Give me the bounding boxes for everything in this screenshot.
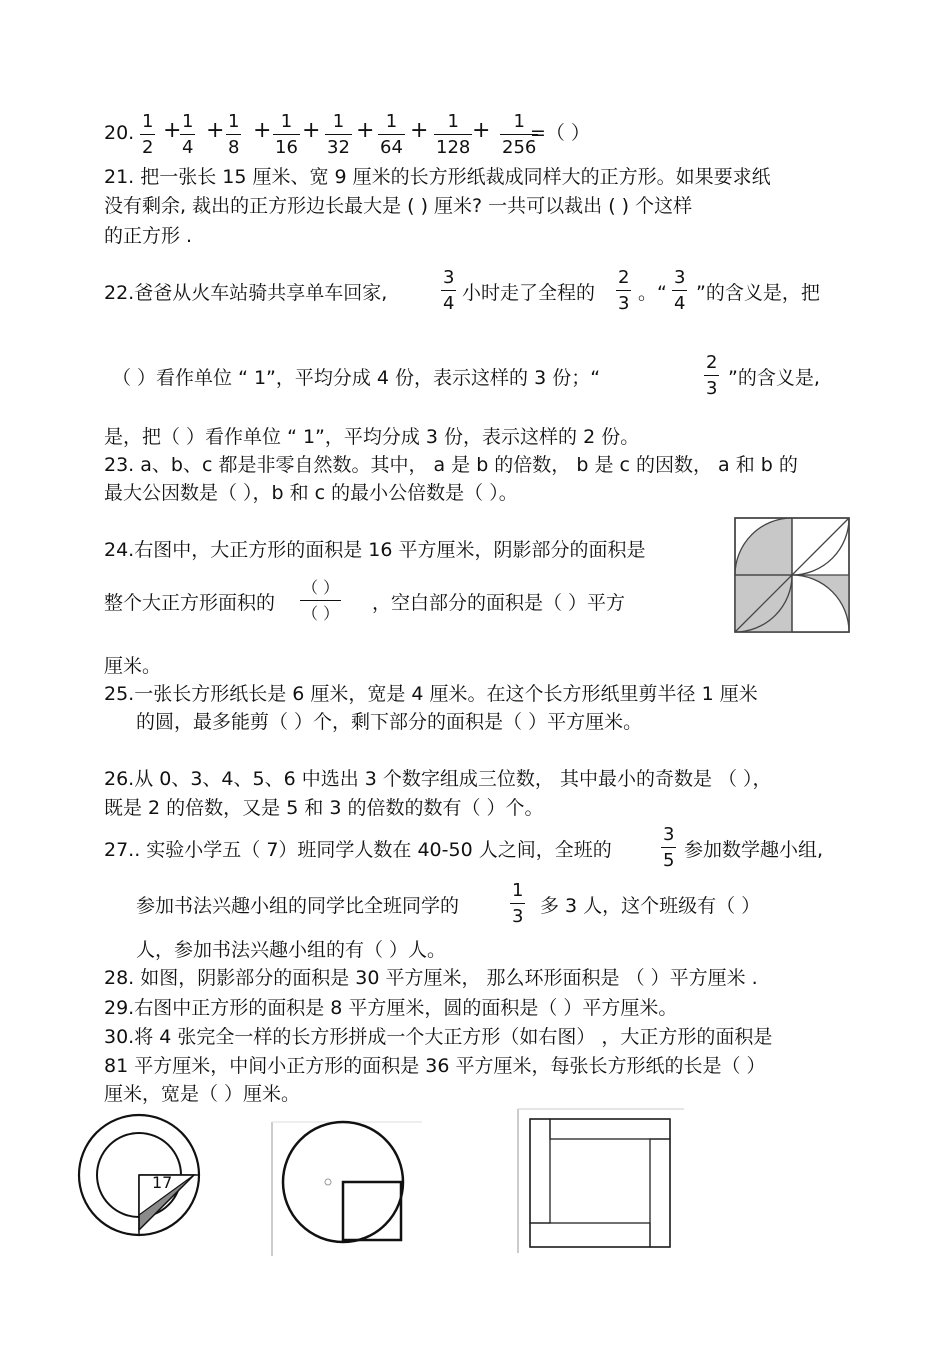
q26-line2: 既是 2 的倍数，又是 5 和 3 的倍数的数有（ ）个。	[104, 797, 544, 819]
q24-line1: 24.右图中，大正方形的面积是 16 平方厘米，阴影部分的面积是	[104, 539, 646, 561]
q30-line2: 81 平方厘米，中间小正方形的面积是 36 平方厘米，每张长方形纸的长是（ ）	[104, 1055, 766, 1077]
q24-line3: 厘米。	[104, 655, 162, 677]
q20-label: 20.	[104, 122, 135, 144]
q25-line1: 25.一张长方形纸长是 6 厘米，宽是 4 厘米。在这个长方形纸里剪半径 1 厘米	[104, 683, 758, 705]
q30-four-rectangles-figure	[516, 1107, 686, 1255]
q22-fraction-2-3: 2 3	[618, 267, 630, 314]
q24-text-b: ，空白部分的面积是（ ）平方	[372, 592, 626, 614]
figure-number-label: 17	[152, 1173, 173, 1192]
q20-fraction-1-2: 1 2	[142, 111, 154, 158]
q22-text-e: （ ）看作单位 “ 1”，平均分成 4 份，表示这样的 3 份；“	[112, 367, 601, 389]
q27-text-b: 参加数学趣小组,	[684, 839, 824, 861]
q24-square-figure	[733, 516, 851, 634]
q22-fraction-3-4-quoted: 3 4	[674, 267, 686, 314]
q20-answer-blank: =（ ）	[530, 122, 590, 144]
q30-line3: 厘米，宽是（ ）厘米。	[104, 1083, 301, 1105]
q21-line2: 没有剩余, 裁出的正方形边长最大是 ( ) 厘米? 一共可以裁出 ( ) 个这样	[104, 195, 693, 217]
q20-fraction-1-8: 1 8	[228, 111, 240, 158]
plus-sign: +	[472, 118, 491, 143]
plus-sign: +	[206, 118, 225, 143]
q22-text-b: 小时走了全程的	[462, 282, 596, 304]
q22-text-d: ”的含义是，把	[696, 282, 820, 304]
q20-fraction-1-128: 1 128	[436, 111, 471, 158]
q27-fraction-1-3: 1 3	[512, 880, 524, 927]
q27-text-e: 人，参加书法兴趣小组的有（ ）人。	[136, 939, 447, 961]
q20-fraction-1-16: 1 16	[275, 111, 298, 158]
q23-line2: 最大公因数是（ ），b 和 c 的最小公倍数是（ ）。	[104, 482, 518, 504]
q24-fraction-blank: （ ） （ ）	[302, 578, 340, 623]
q30-line1: 30.将 4 张完全一样的长方形拼成一个大正方形（如右图） ，大正方形的面积是	[104, 1026, 773, 1048]
q26-line1: 26.从 0、3、4、5、6 中选出 3 个数字组成三位数， 其中最小的奇数是 （ ），	[104, 768, 772, 790]
q22-fraction-3-4: 3 4	[443, 267, 455, 314]
q21-line3: 的正方形 .	[104, 225, 193, 247]
q22-text-a: 22.爸爸从火车站骑共享单车回家,	[104, 282, 388, 304]
q24-text-a: 整个大正方形面积的	[104, 592, 276, 614]
q20-fraction-1-256: 1 256	[502, 111, 537, 158]
q28-ring-figure	[76, 1110, 206, 1240]
plus-sign: +	[253, 118, 272, 143]
q29-circle-square-figure	[270, 1120, 425, 1258]
q23-line1: 23. a、b、c 都是非零自然数。其中， a 是 b 的倍数， b 是 c 的因数， a 和 b 的	[104, 454, 798, 476]
q29-text: 29.右图中正方形的面积是 8 平方厘米，圆的面积是（ ）平方厘米。	[104, 997, 678, 1019]
q20-fraction-1-64: 1 64	[380, 111, 403, 158]
q27-text-c: 参加书法兴趣小组的同学比全班同学的	[136, 895, 460, 917]
q21-line1: 21. 把一张长 15 厘米、宽 9 厘米的长方形纸裁成同样大的正方形。如果要求纸	[104, 166, 771, 188]
plus-sign: +	[163, 118, 182, 143]
q25-line2: 的圆，最多能剪（ ）个，剩下部分的面积是（ ）平方厘米。	[136, 711, 643, 733]
q22-text-c: 。“	[638, 282, 667, 304]
q28-text: 28. 如图，阴影部分的面积是 30 平方厘米， 那么环形面积是 （ ）平方厘米 .	[104, 967, 758, 989]
plus-sign: +	[302, 118, 321, 143]
plus-sign: +	[410, 118, 429, 143]
q22-fraction-2-3-quoted: 2 3	[706, 352, 718, 399]
q27-text-a: 27.. 实验小学五（ 7）班同学人数在 40-50 人之间，全班的	[104, 839, 612, 861]
q22-text-f: ”的含义是,	[728, 367, 820, 389]
q27-fraction-3-5: 3 5	[663, 824, 675, 871]
plus-sign: +	[356, 118, 375, 143]
q20-fraction-1-4: 1 4	[182, 111, 194, 158]
q20-fraction-1-32: 1 32	[327, 111, 350, 158]
q22-text-g: 是，把（ ）看作单位 “ 1”，平均分成 3 份，表示这样的 2 份。	[104, 426, 640, 448]
q27-text-d: 多 3 人，这个班级有（ ）	[540, 895, 761, 917]
